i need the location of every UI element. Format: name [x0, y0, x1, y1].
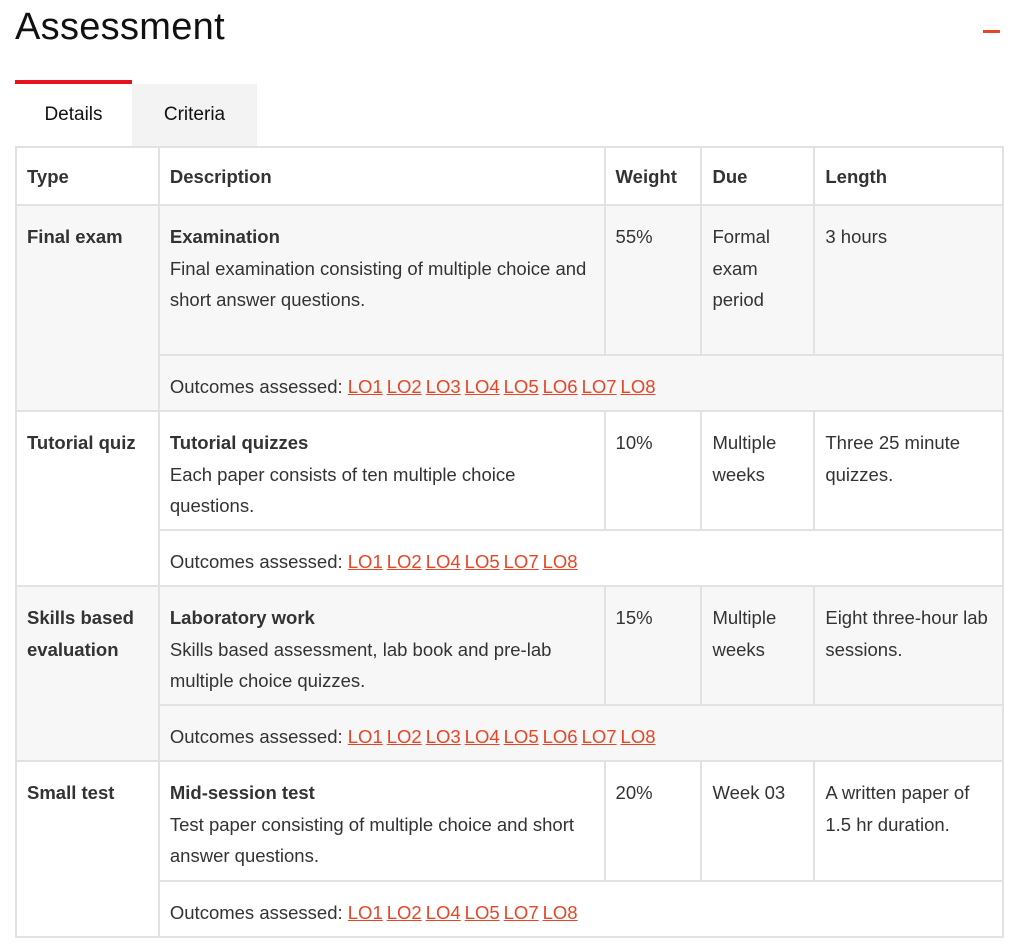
due-cell: Week 03 — [701, 761, 814, 881]
outcome-link-lo7[interactable]: LO7 — [581, 376, 617, 397]
collapse-button[interactable] — [983, 30, 1000, 34]
outcomes-label: Outcomes assessed: — [169, 376, 343, 397]
due-cell: Formal exam period — [701, 205, 814, 355]
type-cell: Tutorial quiz — [16, 411, 159, 586]
outcome-link-lo5[interactable]: LO5 — [503, 376, 539, 397]
header-length: Length — [814, 147, 1003, 205]
outcomes-cell — [159, 355, 1003, 411]
outcome-link-lo1[interactable]: LO1 — [347, 376, 383, 397]
outcome-link-lo4[interactable]: LO4 — [425, 902, 461, 923]
assessment-title: Mid-session test — [169, 782, 315, 803]
weight-cell: 20% — [605, 761, 702, 881]
assessment-title: Laboratory work — [169, 607, 315, 628]
outcome-link-lo5[interactable]: LO5 — [503, 726, 539, 747]
tab-label: Details — [44, 104, 103, 125]
tab-criteria[interactable] — [132, 84, 257, 146]
outcome-link-lo5[interactable]: LO5 — [464, 902, 500, 923]
assessment-title: Examination — [169, 226, 280, 247]
assessment-table — [15, 146, 1004, 938]
length-cell: Eight three-hour lab sessions. — [814, 586, 1003, 705]
outcome-link-lo4[interactable]: LO4 — [464, 726, 500, 747]
due-cell: Multiple weeks — [701, 411, 814, 530]
outcomes-links — [348, 726, 660, 747]
length-cell: 3 hours — [814, 205, 1003, 355]
outcome-link-lo7[interactable]: LO7 — [503, 551, 539, 572]
tab-label: Criteria — [163, 104, 226, 125]
outcome-link-lo2[interactable]: LO2 — [386, 551, 422, 572]
tab-bar — [15, 80, 257, 146]
outcome-link-lo4[interactable]: LO4 — [425, 551, 461, 572]
description-cell — [159, 586, 605, 705]
outcomes-row — [16, 355, 1003, 411]
length-cell: A written paper of 1.5 hr duration. — [814, 761, 1003, 881]
outcome-link-lo1[interactable]: LO1 — [347, 902, 383, 923]
outcomes-row — [16, 881, 1003, 937]
outcomes-label: Outcomes assessed: — [169, 902, 343, 923]
outcome-link-lo7[interactable]: LO7 — [581, 726, 617, 747]
outcome-link-lo2[interactable]: LO2 — [386, 902, 422, 923]
outcome-link-lo4[interactable]: LO4 — [464, 376, 500, 397]
header-weight: Weight — [605, 147, 702, 205]
outcome-link-lo6[interactable]: LO6 — [542, 726, 578, 747]
outcomes-cell — [159, 881, 1003, 937]
type-cell: Final exam — [16, 205, 159, 411]
outcome-link-lo7[interactable]: LO7 — [503, 902, 539, 923]
description-cell — [159, 761, 605, 881]
assessment-description: Each paper consists of ten multiple choice questions. — [169, 463, 516, 516]
weight-cell: 55% — [605, 205, 702, 355]
outcomes-links — [348, 551, 582, 572]
table-header-row — [16, 147, 1003, 205]
header-type: Type — [16, 147, 159, 205]
due-cell: Multiple weeks — [701, 586, 814, 705]
outcomes-links — [348, 376, 660, 397]
assessment-description: Skills based assessment, lab book and pre-lab multiple choice quizzes. — [169, 638, 552, 691]
minus-icon — [983, 30, 1000, 33]
outcome-link-lo6[interactable]: LO6 — [542, 376, 578, 397]
section-title: Assessment — [15, 6, 225, 48]
description-cell — [159, 411, 605, 530]
outcome-link-lo5[interactable]: LO5 — [464, 551, 500, 572]
description-cell — [159, 205, 605, 355]
outcome-link-lo3[interactable]: LO3 — [425, 376, 461, 397]
outcomes-row — [16, 530, 1003, 586]
tab-details[interactable] — [15, 80, 132, 146]
table-row — [16, 586, 1003, 705]
weight-cell: 10% — [605, 411, 702, 530]
outcome-link-lo8[interactable]: LO8 — [542, 551, 578, 572]
outcome-link-lo3[interactable]: LO3 — [425, 726, 461, 747]
table-row — [16, 205, 1003, 355]
assessment-description: Final examination consisting of multiple choice and short answer questions. — [169, 257, 587, 310]
outcomes-cell — [159, 530, 1003, 586]
type-cell: Small test — [16, 761, 159, 937]
outcomes-links — [348, 902, 582, 923]
outcome-link-lo1[interactable]: LO1 — [347, 551, 383, 572]
outcome-link-lo8[interactable]: LO8 — [542, 902, 578, 923]
table-row — [16, 761, 1003, 881]
outcome-link-lo8[interactable]: LO8 — [620, 376, 656, 397]
assessment-description: Test paper consisting of multiple choice and short answer questions. — [169, 813, 575, 866]
header-description: Description — [159, 147, 605, 205]
weight-cell: 15% — [605, 586, 702, 705]
outcome-link-lo1[interactable]: LO1 — [347, 726, 383, 747]
outcomes-label: Outcomes assessed: — [169, 551, 343, 572]
outcomes-row — [16, 705, 1003, 761]
outcomes-cell — [159, 705, 1003, 761]
outcome-link-lo2[interactable]: LO2 — [386, 376, 422, 397]
header-due: Due — [701, 147, 814, 205]
outcomes-label: Outcomes assessed: — [169, 726, 343, 747]
table-row — [16, 411, 1003, 530]
type-cell: Skills based evaluation — [16, 586, 159, 761]
length-cell: Three 25 minute quizzes. — [814, 411, 1003, 530]
outcome-link-lo2[interactable]: LO2 — [386, 726, 422, 747]
assessment-title: Tutorial quizzes — [169, 432, 309, 453]
outcome-link-lo8[interactable]: LO8 — [620, 726, 656, 747]
section-header — [15, 2, 995, 54]
